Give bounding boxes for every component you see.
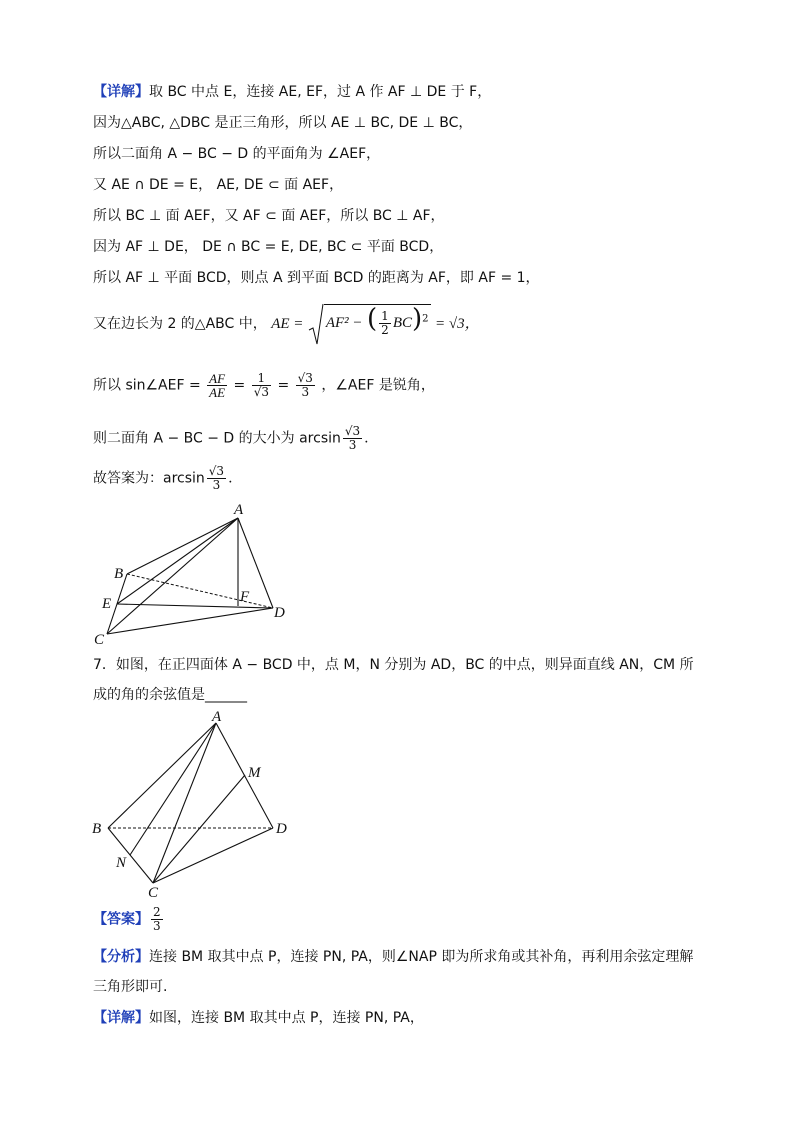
line-text: ，∠AEF 是锐角，	[321, 377, 435, 394]
label-a: A	[234, 502, 244, 518]
answer-line	[93, 906, 165, 936]
line-text: 所以二面角 A − BC − D 的平面角为 ∠AEF，	[93, 146, 381, 162]
figure-dihedral-angle	[90, 500, 300, 650]
formula-ae: AE =	[271, 316, 304, 332]
fraction-den: 3	[301, 385, 310, 399]
line-text: 所以 sin∠AEF =	[93, 377, 201, 394]
equals-sign: =	[233, 377, 246, 394]
line-text: 又 AE ∩ DE = E， AE, DE ⊂ 面 AEF，	[93, 177, 344, 193]
solution-line-1	[93, 82, 491, 102]
detail-text: 如图，连接 BM 取其中点 P，连接 PN, PA，	[149, 1010, 424, 1026]
fraction-num: √3	[344, 424, 361, 438]
solution-line-2	[93, 113, 472, 133]
line-text: 所以 AF ⊥ 平面 BCD，则点 A 到平面 BCD 的距离为 AF，即 AF = 1，	[93, 270, 540, 286]
solution-line-7	[93, 268, 540, 288]
sqrt-sign	[308, 302, 324, 346]
fraction-1-root3	[252, 372, 271, 399]
solution-line-6	[93, 237, 443, 257]
solution-line-9	[93, 372, 435, 408]
label-d: D	[276, 821, 287, 837]
fraction-den: 3	[212, 478, 221, 492]
fraction-num: AF	[209, 371, 226, 386]
analysis-tag: 【分析】	[93, 949, 149, 965]
label-c: C	[94, 632, 105, 648]
detail-line	[93, 1008, 424, 1028]
solution-line-4	[93, 175, 343, 195]
fraction-den: 3	[348, 438, 357, 452]
paren-left: (	[367, 304, 378, 334]
solution-line-10	[93, 425, 369, 461]
line-text: 则二面角 A − BC − D 的大小为 arcsin	[93, 430, 341, 447]
detail-tag: 【详解】	[93, 1010, 149, 1026]
label-f: F	[240, 589, 250, 605]
fraction-num: √3	[297, 371, 313, 385]
label-a: A	[212, 709, 222, 725]
fraction-num: 1	[381, 308, 389, 323]
line-end: .	[228, 470, 233, 487]
detail-tag: 【详解】	[93, 84, 149, 100]
sqrt-body	[324, 304, 431, 337]
label-m: M	[248, 765, 261, 781]
fraction-root3-3	[207, 465, 226, 492]
fraction-root3-3	[343, 425, 362, 452]
question-7: 7．如图，在正四面体 A − BCD 中，点 M，N 分别为 AD，BC 的中点，则异面直线 AN，CM 所成的角的余弦值是______	[93, 657, 694, 703]
label-d: D	[274, 605, 285, 621]
fraction-den: AE	[209, 385, 226, 400]
label-b: B	[114, 566, 124, 582]
solution-line-8	[93, 302, 480, 346]
square-exponent: 2	[422, 313, 429, 325]
label-b: B	[92, 821, 102, 837]
analysis-text: 连接 BM 取其中点 P，连接 PN, PA，则∠NAP 即为所求角或其补角，再利用余弦定理解三角形即可.	[93, 949, 694, 995]
line-text: 又在边长为 2 的△ABC 中，	[93, 316, 267, 332]
answer-fraction	[151, 906, 163, 933]
figure-regular-tetrahedron	[88, 705, 298, 900]
line-text: 因为 AF ⊥ DE， DE ∩ BC = E, DE, BC ⊂ 平面 BCD，	[93, 239, 444, 255]
solution-line-11	[93, 465, 233, 501]
line-text: 因为△ABC, △DBC 是正三角形，所以 AE ⊥ BC, DE ⊥ BC，	[93, 115, 473, 131]
line-text: 所以 BC ⊥ 面 AEF，又 AF ⊂ 面 AEF，所以 BC ⊥ AF，	[93, 208, 445, 224]
label-c: C	[148, 885, 159, 900]
formula-result: = √3，	[434, 316, 480, 332]
paren-right: )	[411, 304, 423, 334]
fraction-root3-3	[296, 372, 315, 399]
solution-line-3	[93, 144, 380, 164]
line-text: 取 BC 中点 E，连接 AE, EF，过 A 作 AF ⊥ DE 于 F，	[149, 84, 492, 100]
fraction-den: 3	[153, 919, 161, 933]
label-n: N	[116, 855, 127, 871]
solution-line-5	[93, 206, 445, 226]
line-text: 故答案为：arcsin	[93, 470, 205, 487]
fraction-half	[379, 310, 391, 337]
fraction-den: √3	[253, 385, 269, 399]
answer-tag: 【答案】	[93, 911, 149, 928]
formula-af-sq: AF² −	[325, 315, 363, 331]
fraction-num: √3	[208, 464, 225, 478]
analysis-block	[93, 942, 703, 1002]
equals-sign: =	[277, 377, 290, 394]
fraction-num: 2	[153, 905, 161, 919]
label-e: E	[102, 596, 112, 612]
fraction-af-ae	[207, 372, 227, 399]
fraction-den: 2	[381, 322, 389, 337]
line-end: .	[364, 430, 369, 447]
formula-bc: BC	[392, 315, 412, 331]
fraction-num: 1	[252, 372, 271, 386]
